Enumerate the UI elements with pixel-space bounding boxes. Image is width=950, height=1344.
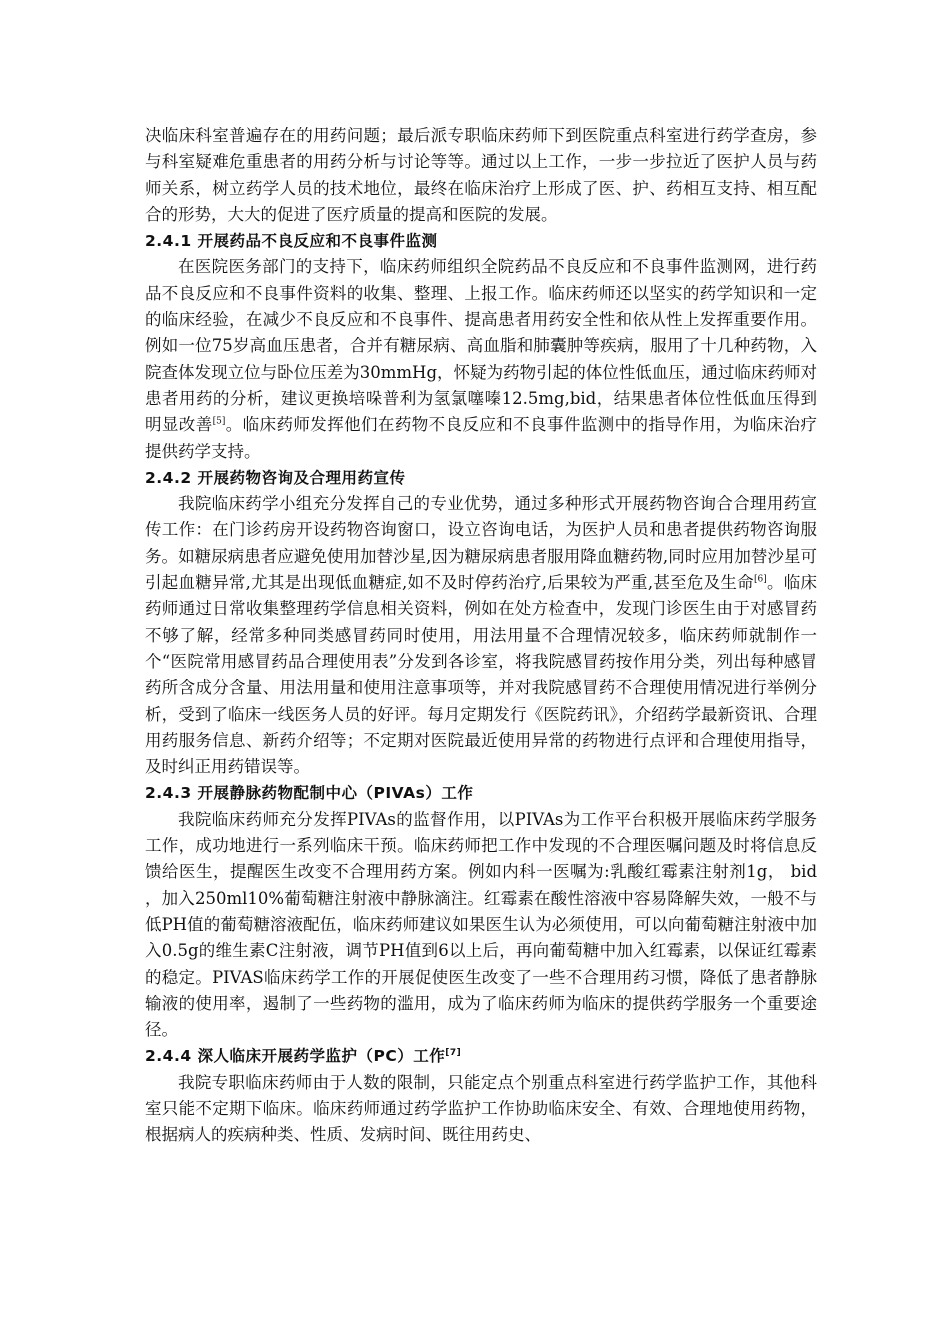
section-heading-2-4-4: [145, 1043, 817, 1069]
paragraph-text: 我院专职临床药师由于人数的限制，只能定点个别重点科室进行药学监护工作，其他科室只能不定期下临床。临床药师通过药学监护工作协助临床安全、有效、合理地使用药物，根据病人的疾病种类、性质、发病时间、既往用药史、: [145, 1072, 817, 1145]
paragraph-text-after: 。临床药师通过日常收集整理药学信息相关资料，例如在处方检查中，发现门诊医生由于对感冒药不够了解，经常多种同类感冒药同时使用，用法用量不合理情况较多，临床药师就制作一个“医院常用感冒药品合理使用表”分发到各诊室，将我院感冒药按作用分类，列出每种感冒药所含成分含量、用法用量和使用注意事项等，并对我院感冒药不合理使用情况进行举例分析，受到了临床一线医务人员的好评。每月定期发行《医院药讯》，介绍药学最新资讯、合理用药服务信息、新药介绍等；不定期对医院最近使用异常的药物进行点评和合理使用指导，及时纠正用药错误等。: [145, 573, 818, 777]
section-paragraph-2-4-2: [145, 491, 817, 780]
section-paragraph-2-4-1: [145, 254, 817, 464]
citation-ref: [6]: [753, 574, 767, 585]
section-paragraph-2-4-4: [145, 1070, 817, 1149]
paragraph-text-after: 。临床药师发挥他们在药物不良反应和不良事件监测中的指导作用，为临床治疗提供药学支持。: [145, 415, 818, 461]
heading-text: 2.4.4 深人临床开展药学监护（PC）工作: [145, 1047, 446, 1066]
paragraph-text: 我院临床药师充分发挥PIVAs的监督作用，以PIVAs为工作平台积极开展临床药学服务工作，成功地进行一系列临床干预。临床药师把工作中发现的不合理医嘱问题及时将信息反馈给医生，提醒医生改变不合理用药方案。例如内科一医嘱为:乳酸红霉素注射剂1g， bid ，加入250ml10%葡萄糖注射液中静脉滴注。红霉素在酸性溶液中容易降解失效，一般不与低PH值的葡萄糖溶液配伍，临床药师建议如果医生认为必须使用，可以向葡萄糖注射液中加入0.5g的维生素C注射液，调节PH值到6以上后，再向葡萄糖中加入红霉素，以保证红霉素的稳定。PIVAS临床药学工作的开展促使医生改变了一些不合理用药习惯，降低了患者静脉输液的使用率，遏制了一些药物的滥用，成为了临床药师为临床的提供药学服务一个重要途径。: [145, 809, 817, 1040]
section-heading-2-4-1: 2.4.1 开展药品不良反应和不良事件监测: [145, 232, 438, 251]
document-page: [145, 123, 817, 1149]
section-heading-2-4-2: 2.4.2 开展药物咨询及合理用药宣传: [145, 468, 406, 487]
citation-ref: [7]: [445, 1048, 462, 1059]
section-heading-2-4-3: 2.4.3 开展静脉药物配制中心（PIVAs）工作: [145, 784, 474, 803]
section-paragraph-2-4-3: [145, 807, 817, 1044]
citation-ref: [5]: [212, 416, 226, 427]
intro-paragraph: 决临床科室普遍存在的用药问题；最后派专职临床药师下到医院重点科室进行药学查房，参与科室疑难危重患者的用药分析与讨论等等。通过以上工作，一步一步拉近了医护人员与药师关系，树立药学人员的技术地位，最终在临床治疗上形成了医、护、药相互支持、相互配合的形势，大大的促进了医疗质量的提高和医院的发展。: [145, 126, 817, 224]
paragraph-text: 我院临床药学小组充分发挥自己的专业优势，通过多种形式开展药物咨询合合理用药宣传工作：在门诊药房开设药物咨询窗口，设立咨询电话，为医护人员和患者提供药物咨询服务。如糖尿病患者应避免使用加替沙星,因为糖尿病患者服用降血糖药物,同时应用加替沙星可引起血糖异常,尤其是出现低血糖症,如不及时停药治疗,后果较为严重,甚至危及生命: [145, 494, 817, 593]
paragraph-text: 在医院医务部门的支持下，临床药师组织全院药品不良反应和不良事件监测网，进行药品不良反应和不良事件资料的收集、整理、上报工作。临床药师还以坚实的药学知识和一定的临床经验，在减少不良反应和不良事件、提高患者用药安全性和依从性上发挥重要作用。例如一位75岁高血压患者，合并有糖尿病、高血脂和肺囊肿等疾病，服用了十几种药物，入院查体发现立位与卧位压差为30mmHg，怀疑为药物引起的体位性低血压，通过临床药师对患者用药的分析，建议更换培哚普利为氢氯噻嗪12.5mg,bid，结果患者体位性低血压得到明显改善: [145, 257, 817, 435]
